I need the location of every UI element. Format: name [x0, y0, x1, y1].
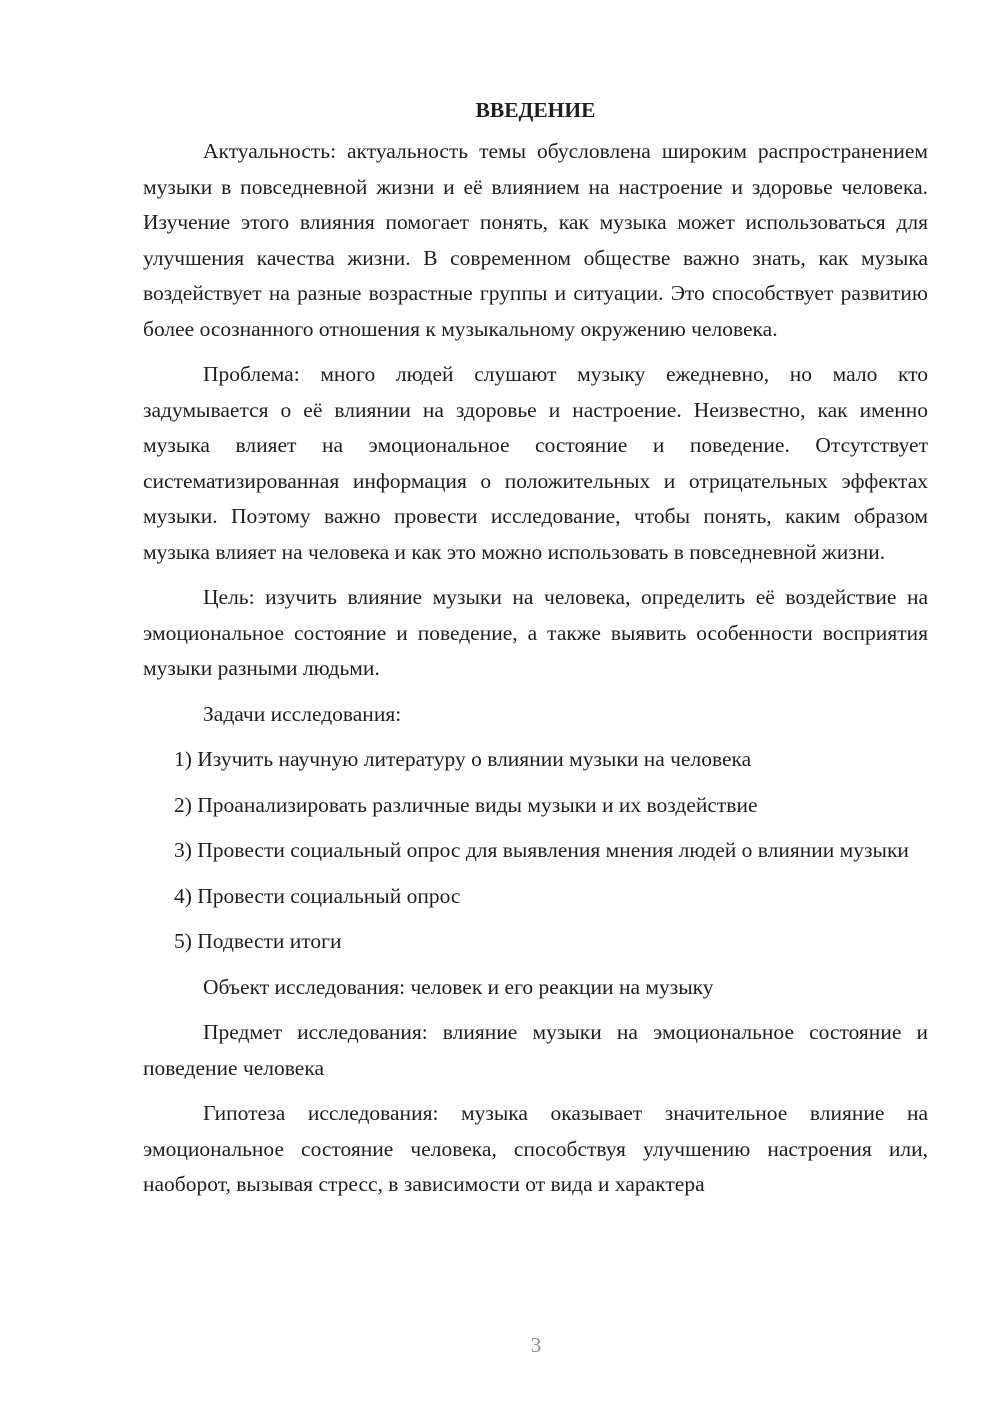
task-item-3: 3) Провести социальный опрос для выявления мнения людей о влиянии музыки: [174, 838, 909, 862]
task-item-4: 4) Провести социальный опрос: [174, 883, 461, 908]
paragraph-relevance: Актуальность: актуальность темы обусловлена широким распространением музыки в повседневной жизни и её влиянием на настроение и здоровье человека. Изучение этого влияния помогает понять, как музыка может использоваться для улучшения качества жизни. В современном обществе важно знать, как музыка воздействует на разные возрастные группы и ситуации. Это способствует развитию более осознанного отношения к музыкальному окружению человека.: [143, 139, 928, 341]
task-item-5: 5) Подвести итоги: [174, 929, 342, 953]
paragraph-object: Объект исследования: человек и его реакции на музыку: [203, 974, 714, 999]
page-content: [143, 96, 928, 1213]
paragraph-subject: Предмет исследования: влияние музыки на эмоциональное состояние и поведение человека: [143, 1020, 928, 1080]
paragraph-problem: Проблема: много людей слушают музыку ежедневно, но мало кто задумывается о её влиянии на здоровье и настроение. Неизвестно, как именно музыка влияет на эмоциональное состояние и поведение. Отсутствует систематизированная информация о положительных и отрицательных эффектах музыки. Поэтому важно провести исследование, чтобы понять, каким образом музыка влияет на человека и как это можно использовать в повседневной жизни.: [143, 362, 928, 564]
paragraph-goal: Цель: изучить влияние музыки на человека, определить её воздействие на эмоциональное состояние и поведение, а также выявить особенности восприятия музыки разными людьми.: [143, 585, 928, 680]
page-title: ВВЕДЕНИЕ: [475, 98, 596, 122]
paragraph-hypothesis: Гипотеза исследования: музыка оказывает значительное влияние на эмоциональное состояние человека, способствуя улучшению настроения или, наоборот, вызывая стресс, в зависимости от вида и характера: [143, 1101, 928, 1196]
task-item-2: 2) Проанализировать различные виды музыки и их воздействие: [174, 792, 758, 817]
tasks-heading: Задачи исследования:: [203, 701, 402, 726]
page-number: 3: [530, 1333, 542, 1357]
task-item-1: 1) Изучить научную литературу о влиянии музыки на человека: [174, 747, 752, 771]
